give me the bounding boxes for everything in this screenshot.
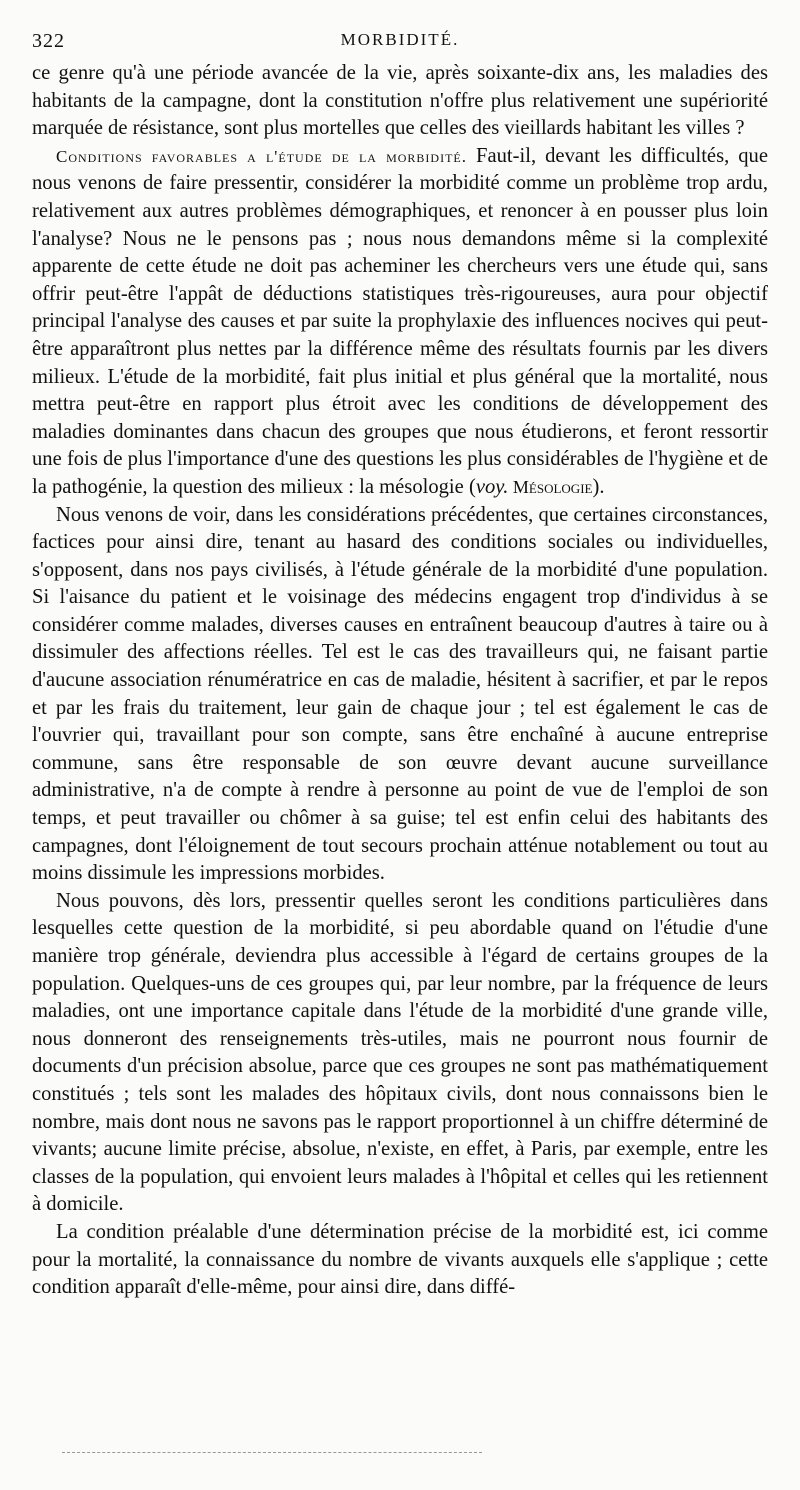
voy-abbrev: voy. [475, 475, 509, 498]
paragraph-4: Nous pouvons, dès lors, pressentir quelles seront les conditions particulières dans lesquelles cette question de la morbidité, si peu abordable quand on l'étudie d'une manière trop générale, deviendra plus accessible à l'égard de certains groupes de la population. Quelques-uns de ces groupes qui, par leur nombre, par la fréquence de leurs maladies, ont une importance capitale dans l'étude de la morbidité d'une grande ville, nous donneront des renseignements très-utiles, mais ne pourront nous fournir de documents d'un précision absolue, parce que ces groupes ne sont pas mathématiquement constitués ; tels sont les malades des hôpitaux civils, dont nous connaissons bien le nombre, mais dont nous ne savons pas le rapport proportionnel à un chiffre déterminé de vivants; aucune limite précise, absolue, n'existe, en effet, à Paris, par exemple, entre les classes de la population, qui envoient leurs malades à l'hôpital et celles qui les retiennent à domicile. [32, 889, 768, 1216]
paragraph-1: ce genre qu'à une période avancée de la vie, après soixante-dix ans, les maladies des habitants de la campagne, dont la constitution n'offre plus relativement une supériorité marquée de résistance, sont plus mortelles que celles des vieillards habitant les villes ? [32, 62, 768, 140]
cross-reference: Mésologie [508, 476, 593, 497]
page-number: 322 [32, 30, 65, 52]
paragraph-3: Nous venons de voir, dans les considérations précédentes, que certaines circonstances, factices pour ainsi dire, tenant au hasard des conditions sociales ou individuelles, s'opposent, dans nos pays civilisés, à l'étude générale de la morbidité d'une population. Si l'aisance du patient et le voisinage des médecins engagent trop d'individus à se considérer comme malades, diverses causes en entraînent beaucoup d'autres à taire ou à dissimuler des affections réelles. Tel est le cas des travailleurs qui, ne faisant partie d'aucune association rénumératrice en cas de maladie, hésitent à sacrifier, et par le repos et par les frais du traitement, leur gain de chaque jour ; tel est également le cas de l'ouvrier qui, travaillant pour son compte, sans être enchaîné à aucune entreprise commune, sans être responsable de son œuvre devant aucune surveillance administrative, n'a de compte à rendre à personne au point de vue de l'emploi de son temps, et peut travailler ou chômer à sa guise; tel est enfin celui des habitants des campagnes, dont l'éloignement de tout secours prochain atténue notablement ou tout au moins dissimule les impressions morbides. [32, 503, 768, 885]
paragraph-2-body: Faut-il, devant les difficultés, que nous venons de faire pressentir, considérer la morbidité comme un problème trop ardu, relativement aux autres problèmes démographiques, et renoncer à en pousser plus loin l'analyse? Nous ne le pensons pas ; nous nous demandons même si la complexité apparente de cette étude ne doit pas acheminer les chercheurs vers une étude qui, sans offrir peut-être l'appât de déductions statistiques très-rigoureuses, aura pour objectif principal l'analyse des causes et par suite la prophylaxie des influences nocives qui peut-être apparaîtront plus nettes par la différence même des résultats fournis par les divers milieux. L'étude de la morbidité, fait plus initial et plus général que la mortalité, nous mettra peut-être en rapport plus étroit avec les conditions de développement des maladies dominantes dans chacun des groupes que nous étudierons, et feront ressortir une fois de plus l'importance d'une des questions les plus considérables de l'hygiène et de la pathogénie, la question des milieux : la mésologie ( [32, 144, 768, 498]
section-heading: Conditions favorables a l'étude de la morbidité. [56, 146, 467, 166]
running-title: MORBIDITÉ. [340, 30, 460, 49]
paragraph-5: La condition préalable d'une détermination précise de la morbidité est, ici comme pour la mortalité, la connaissance du nombre de vivants auxquels elle s'applique ; cette condition apparaît d'elle-même, pour ainsi dire, dans diffé- [32, 1220, 768, 1299]
paragraph-2-end: ). [592, 475, 605, 498]
body-text [32, 60, 768, 1302]
page-header [32, 30, 768, 60]
paragraph-2 [32, 143, 768, 502]
footer-rule [62, 1452, 482, 1453]
